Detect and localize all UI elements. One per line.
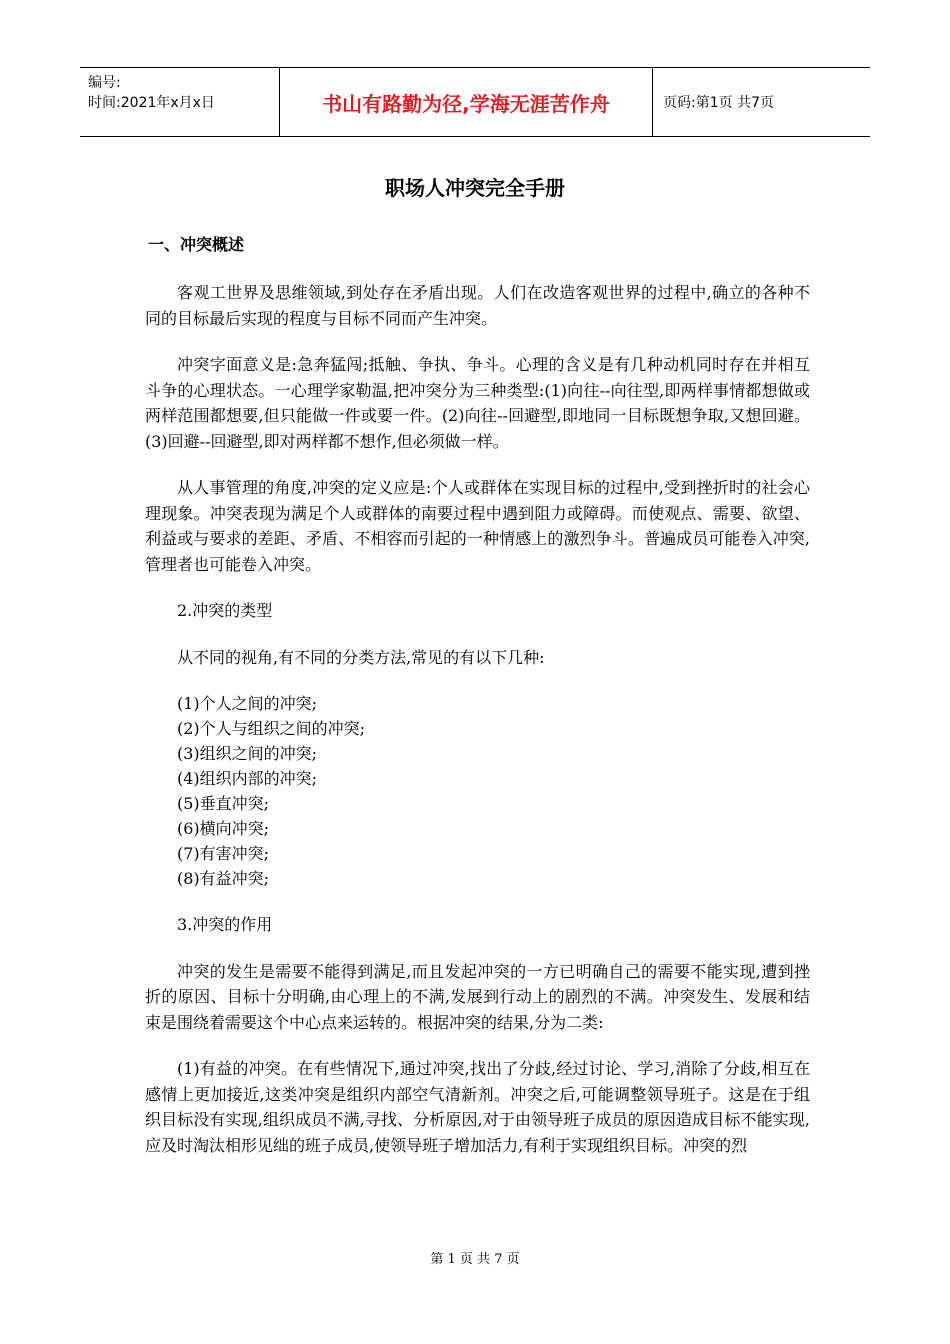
list-item: (6)横向冲突; — [177, 819, 270, 838]
document-body — [145, 280, 810, 1179]
types-list — [145, 691, 810, 891]
list-item: (3)组织之间的冲突; — [177, 744, 318, 763]
paragraph: 从人事管理的角度,冲突的定义应是:个人或群体在实现目标的过程中,受到挫折时的社会心理现象。冲突表现为满足个人或群体的南要过程中遇到阻力或障碍。而使观点、需要、欲望、利益或与要求的差距、矛盾、不相容而引起的一种情感上的激烈争斗。普遍成员可能卷入冲突,管理者也可能卷入冲突。 — [145, 478, 810, 574]
list-item: (5)垂直冲突; — [177, 794, 270, 813]
section-heading-types: 2.冲突的类型 — [177, 601, 273, 620]
time-label: 时间:2021年x月x日 — [88, 95, 215, 111]
section-heading-overview: 一、冲突概述 — [148, 235, 245, 254]
paragraph: 冲突字面意义是:急奔猛闯;抵触、争执、争斗。心理的含义是有几种动机同时存在并相互斗争的心理状态。一心理学家勒温,把冲突分为三种类型:(1)向往--向往型,即两样事情都想做或两样范围都想要,但只能做一件或要一件。(2)向往--回避型,即地同一目标既想争取,又想回避。(3)回避--回避型,即对两样都不想作,但必须做一样。 — [145, 355, 810, 451]
page-footer: 第 1 页 共 7 页 — [430, 1252, 520, 1267]
list-item: (8)有益冲突; — [177, 869, 270, 888]
number-label: 编号: — [88, 75, 121, 91]
paragraph: 客观工世界及思维领域,到处存在矛盾出现。人们在改造客观世界的过程中,确立的各种不同的目标最后实现的程度与目标不同而产生冲突。 — [145, 283, 810, 328]
header-table — [80, 67, 870, 137]
header-motto: 书山有路勤为径,学海无涯苦作舟 — [280, 68, 653, 136]
header-page-info: 页码:第1页 共7页 — [663, 95, 774, 111]
list-item: (2)个人与组织之间的冲突; — [177, 719, 366, 738]
paragraph: (1)有益的冲突。在有些情况下,通过冲突,找出了分歧,经过讨论、学习,消除了分歧,相互在感情上更加接近,这类冲突是组织内部空气清新剂。冲突之后,可能调整领导班子。这是在于组织目标没有实现,组织成员不满,寻找、分析原因,对于由领导班子成员的原因造成目标不能实现,应及时淘汰相形见绌的班子成员,使领导班子增加活力,有利于实现组织目标。冲突的烈 — [145, 1059, 810, 1155]
section-heading-effects: 3.冲突的作用 — [177, 915, 273, 934]
document-title: 职场人冲突完全手册 — [385, 176, 565, 200]
list-item: (4)组织内部的冲突; — [177, 769, 318, 788]
types-intro: 从不同的视角,有不同的分类方法,常见的有以下几种: — [177, 647, 545, 667]
paragraph: 冲突的发生是需要不能得到满足,而且发起冲突的一方已明确自己的需要不能实现,遭到挫折的原因、目标十分明确,由心理上的不满,发展到行动上的剧烈的不满。冲突发生、发展和结束是围绕着需要这个中心点来运转的。根据冲突的结果,分为二类: — [145, 961, 810, 1032]
header-meta — [80, 68, 280, 136]
list-item: (1)个人之间的冲突; — [177, 694, 318, 713]
list-item: (7)有害冲突; — [177, 844, 270, 863]
